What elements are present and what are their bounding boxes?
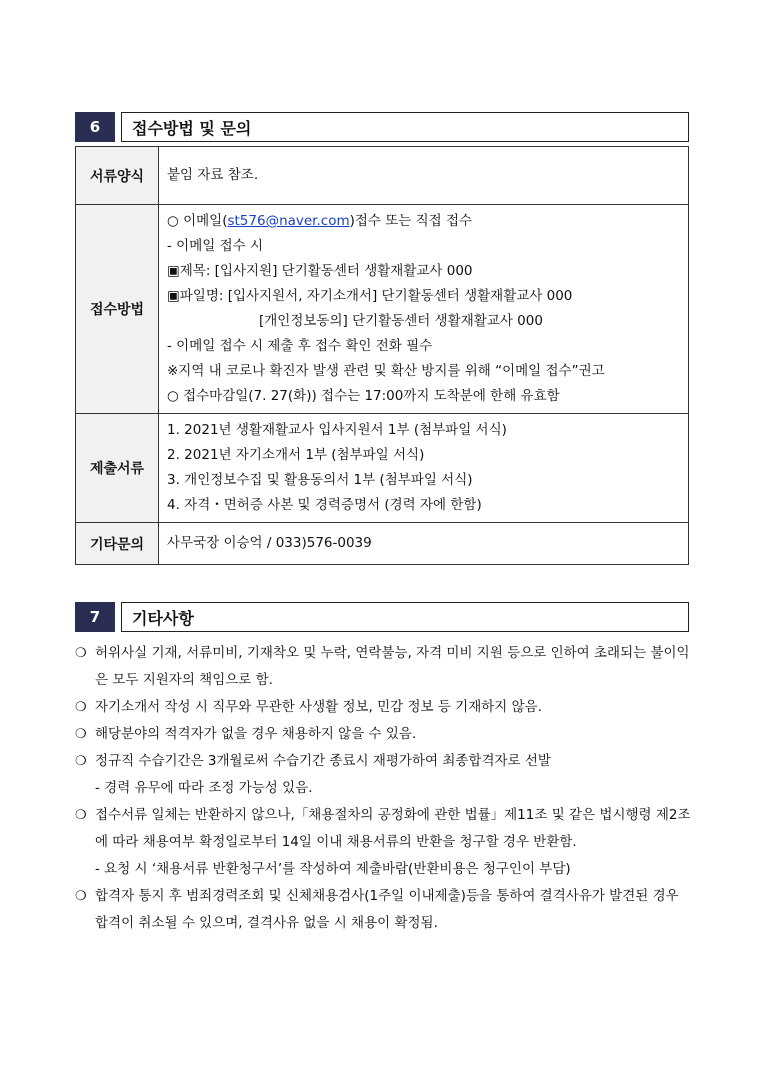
table-row xyxy=(76,147,689,205)
bullet-icon: ❍ xyxy=(75,889,87,904)
bullet-icon: ❍ xyxy=(75,700,87,715)
method-line: ○ 접수마감일(7. 27(화)) 접수는 17:00까지 도착분에 한해 유효함 xyxy=(167,388,560,404)
contact-text: 사무국장 이승억 / 033)576-0039 xyxy=(167,535,372,551)
row-label: 서류양식 xyxy=(76,147,159,205)
form-text: 붙임 자료 참조. xyxy=(167,167,259,183)
row-label: 기타문의 xyxy=(76,523,159,565)
document-item: 3. 개인정보수집 및 활용동의서 1부 (첨부파일 서식) xyxy=(167,472,473,488)
email-link[interactable]: st576@naver.com xyxy=(227,213,350,229)
row-label: 접수방법 xyxy=(76,205,159,414)
section-7-header xyxy=(75,602,689,632)
document-item: 4. 자격・면허증 사본 및 경력증명서 (경력 자에 한함) xyxy=(167,497,482,513)
list-item xyxy=(75,748,695,775)
bullet-icon: ❍ xyxy=(75,727,87,742)
method-line: - 이메일 접수 시 xyxy=(167,238,263,254)
table-row xyxy=(76,414,689,523)
list-item xyxy=(75,640,695,694)
section-number: 7 xyxy=(75,602,115,632)
row-content xyxy=(159,147,689,205)
document-item: 1. 2021년 생활재활교사 입사지원서 1부 (첨부파일 서식) xyxy=(167,422,507,438)
application-info-table xyxy=(75,146,689,565)
method-line: [개인정보동의] 단기활동센터 생활재활교사 000 xyxy=(259,313,543,329)
bullet-icon: ❍ xyxy=(75,646,87,661)
list-item xyxy=(75,694,695,721)
note-text: 해당분야의 적격자가 없을 경우 채용하지 않을 수 있음. xyxy=(95,726,417,742)
sub-note: - 경력 유무에 따라 조정 가능성 있음. xyxy=(95,780,313,796)
row-content xyxy=(159,205,689,414)
note-text: 정규직 수습기간은 3개월로써 수습기간 종료시 재평가하여 최종합격자로 선발 xyxy=(95,753,551,769)
list-item xyxy=(75,883,695,937)
section-number: 6 xyxy=(75,112,115,142)
method-line: ○ 이메일(st576@naver.com)접수 또는 직접 접수 xyxy=(167,213,473,229)
row-label: 제출서류 xyxy=(76,414,159,523)
document-item: 2. 2021년 자기소개서 1부 (첨부파일 서식) xyxy=(167,447,425,463)
section-title: 기타사항 xyxy=(121,602,689,632)
sub-note: - 요청 시 ‘채용서류 반환청구서’를 작성하여 제출바람(반환비용은 청구인이 부담) xyxy=(95,861,571,877)
section-6-header xyxy=(75,112,689,142)
bullet-icon: ❍ xyxy=(75,808,87,823)
notes-list xyxy=(75,640,695,937)
list-item xyxy=(75,802,695,856)
method-line: ▣제목: [입사지원] 단기활동센터 생활재활교사 000 xyxy=(167,263,473,279)
note-text: 접수서류 일체는 반환하지 않으나,「채용절차의 공정화에 관한 법률」제11조 및 같은 법시행령 제2조에 따라 채용여부 확정일로부터 14일 이내 채용서류의 반환을 청구할 경우 반환함. xyxy=(95,807,691,850)
method-line: - 이메일 접수 시 제출 후 접수 확인 전화 필수 xyxy=(167,338,433,354)
list-item xyxy=(75,721,695,748)
row-content xyxy=(159,523,689,565)
note-text: 합격자 통지 후 범죄경력조회 및 신체채용검사(1주일 이내제출)등을 통하여 결격사유가 발견된 경우 합격이 취소될 수 있으며, 결격사유 없을 시 채용이 확정됨. xyxy=(95,888,679,931)
section-title: 접수방법 및 문의 xyxy=(121,112,689,142)
row-content xyxy=(159,414,689,523)
table-row xyxy=(76,523,689,565)
bullet-icon: ❍ xyxy=(75,754,87,769)
note-text: 허위사실 기재, 서류미비, 기재착오 및 누락, 연락불능, 자격 미비 지원 등으로 인하여 초래되는 불이익은 모두 지원자의 책임으로 함. xyxy=(95,645,690,688)
method-line: ▣파일명: [입사지원서, 자기소개서] 단기활동센터 생활재활교사 000 xyxy=(167,288,573,304)
note-text: 자기소개서 작성 시 직무와 무관한 사생활 정보, 민감 정보 등 기재하지 않음. xyxy=(95,699,543,715)
table-row xyxy=(76,205,689,414)
method-line: ※지역 내 코로나 확진자 발생 관련 및 확산 방지를 위해 “이메일 접수”권고 xyxy=(167,363,605,379)
